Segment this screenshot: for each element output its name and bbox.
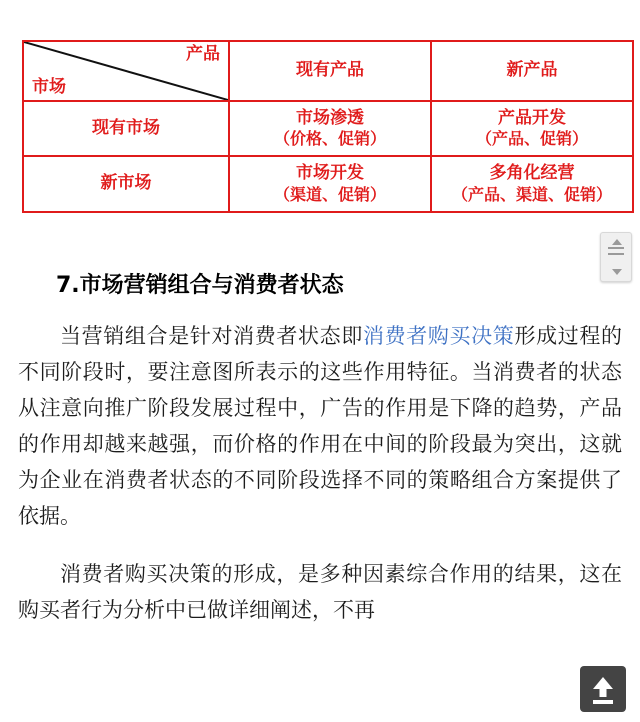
matrix-cell-title: 多角化经营 xyxy=(489,163,575,184)
scrollbar-thumb[interactable] xyxy=(600,232,632,282)
matrix-table xyxy=(22,40,634,213)
matrix-corner-bottom-label: 市场 xyxy=(32,76,66,97)
matrix-cell-1-1 xyxy=(229,101,431,156)
matrix-cell-subtitle: （产品、促销） xyxy=(475,129,588,149)
arrow-up-stem-icon xyxy=(600,689,607,697)
matrix-cell-title: 市场渗透 xyxy=(296,108,364,128)
section-heading: 7.市场营销组合与消费者状态 xyxy=(56,273,344,299)
matrix-cell-title: 产品开发 xyxy=(498,108,566,128)
paragraph-1-tail: 形成过程的不同阶段时，要注意图所表示的这些作用特征。当消费者的状态从注意向推广阶段发展过程中，广告的作用是下降的趋势，产品的作用却越来越强，而价格的作用在中间的阶段最为突出，这就为企业在消费者状态的不同阶段选择不同的策略组合方案提供了依据。 xyxy=(18,324,623,528)
paragraph-2 xyxy=(18,556,622,628)
matrix-cell-subtitle: （渠道、促销） xyxy=(273,184,386,204)
matrix-column-header-1: 现有产品 xyxy=(229,41,431,101)
matrix-cell-2-1 xyxy=(229,156,431,211)
paragraph-1-lead: 当营销组合是针对消费者状态即 xyxy=(60,324,363,348)
back-to-top-button[interactable] xyxy=(580,666,626,712)
chevron-up-icon xyxy=(612,239,622,245)
table-row xyxy=(23,41,633,101)
matrix-corner-top-label: 产品 xyxy=(186,44,220,64)
matrix-row-header-1: 现有市场 xyxy=(23,101,229,156)
article-body xyxy=(18,318,622,650)
chevron-down-icon xyxy=(612,269,622,275)
matrix-cell-subtitle: （产品、渠道、促销） xyxy=(451,184,612,204)
matrix-corner-cell xyxy=(23,41,229,101)
matrix-cell-subtitle: （价格、促销） xyxy=(273,129,386,149)
paragraph-1 xyxy=(18,318,622,534)
inline-link-consumer-purchase-decision[interactable]: 消费者购买决策 xyxy=(362,324,515,348)
arrow-up-icon xyxy=(593,677,613,689)
matrix-column-header-2: 新产品 xyxy=(431,41,633,101)
paragraph-2-text: 消费者购买决策的形成，是多种因素综合作用的结果，这在购买者行为分析中已做详细阐述，不再 xyxy=(18,562,622,622)
matrix-cell-title: 市场开发 xyxy=(296,163,364,184)
matrix-row-header-2: 新市场 xyxy=(23,156,229,211)
table-row xyxy=(23,101,633,156)
arrow-up-base-icon xyxy=(593,700,613,704)
product-market-matrix xyxy=(22,40,618,213)
table-row xyxy=(23,156,633,211)
drag-handle-icon xyxy=(608,247,624,259)
matrix-cell-1-2 xyxy=(431,101,633,156)
matrix-cell-2-2 xyxy=(431,156,633,211)
